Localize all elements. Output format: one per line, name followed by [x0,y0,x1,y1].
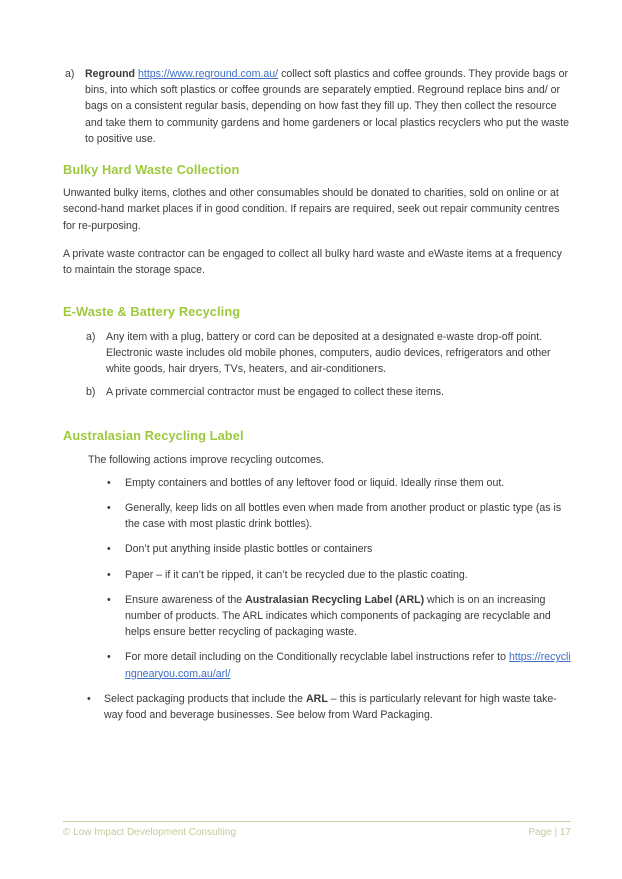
heading-bulky-hard-waste: Bulky Hard Waste Collection [63,162,240,178]
list-item [107,592,571,641]
list-item-text: Don’t put anything inside plastic bottles or containers [125,543,373,556]
list-item-text: collect soft plastics and coffee grounds. They provide bags or bins, into which soft plastics or coffee grounds are separately emptied. Reground replace bins and/ or bags on a consistent regular basis, depending on how fast they fill up. They then collect the resource and take them to community gardens and home gardeners or local plastics recyclers who put the waste to positive use. [85,68,570,145]
arl-intro-text: The following actions improve recycling outcomes. [88,453,325,466]
bullet-icon: • [107,502,111,515]
arl-bullet-list [63,475,571,682]
list-item-text: Generally, keep lids on all bottles even when made from another product or plastic type (as is the case with most plastic drink bottles). [125,502,562,531]
list-marker: a) [86,330,96,343]
list-marker: a) [65,68,75,80]
bullet-icon: • [107,651,111,664]
bulky-paragraph-1: Unwanted bulky items, clothes and other consumables should be donated to charities, sold on online or at second-hand market places if in good condition. If repairs are required, seek out repair community centres for re-purposing. [63,187,560,232]
list-item [107,475,571,491]
arl-bold-term: Australasian Recycling Label (ARL) [245,593,425,606]
list-item [87,691,571,723]
page-footer [63,821,571,838]
list-item-text: Empty containers and bottles of any leftover food or liquid. Ideally rinse them out. [125,476,505,489]
list-item [107,649,571,681]
heading-australasian-recycling-label: Australasian Recycling Label [63,428,244,444]
recyclingnearyou-link[interactable]: https://recyclingnearyou.com.au/arl/ [125,651,571,680]
list-marker: b) [86,386,96,399]
bullet-icon: • [87,692,91,705]
bullet-icon: • [107,543,111,556]
reground-link[interactable]: https://www.reground.com.au/ [137,68,279,80]
list-item-text-before: Select packaging products that include the [104,692,307,705]
reground-list [63,66,571,147]
bullet-icon: • [107,593,111,606]
list-item [86,384,571,400]
heading-ewaste-battery-recycling: E-Waste & Battery Recycling [63,304,241,320]
list-item-text-before: Ensure awareness of the [125,593,246,606]
bullet-icon: • [107,568,111,581]
list-item [107,541,571,557]
footer-page-number: Page | 17 [528,827,571,838]
ewaste-list [63,329,571,401]
list-item [107,567,571,583]
reground-bold-label: Reground [85,68,136,80]
bulky-paragraph-2: A private waste contractor can be engaged to collect all bulky hard waste and eWaste items at a frequency to maintain the storage space. [63,247,562,277]
list-item [86,329,571,378]
page-content [63,66,571,732]
footer-copyright: © Low Impact Development Consulting [63,827,237,838]
list-item [107,500,571,532]
list-item-text-after: which is on an increasing number of products. The ARL indicates which components of packaging are recyclable and helps ensure better recycling of packaging waste. [125,593,551,639]
arl-outer-bullet-list [63,691,571,723]
list-item-text: Any item with a plug, battery or cord can be deposited at a designated e-waste drop-off point. Electronic waste includes old mobile phones, computers, audio devices, refrigerators and other white goods, hair dryers, TVs, heaters, and air-conditioners. [106,330,551,375]
list-item [65,66,571,147]
list-item-text-after: – this is particularly relevant for high waste take-way food and beverage businesses. See below from Ward Packaging. [104,692,557,722]
list-item-text: For more detail including on the Conditionally recyclable label instructions refer to [125,651,509,664]
arl-bold-abbrev: ARL [306,692,328,705]
bullet-icon: • [107,476,111,489]
list-item-text: Paper – if it can’t be ripped, it can’t be recycled due to the plastic coating. [125,568,468,581]
list-item-text: A private commercial contractor must be engaged to collect these items. [106,386,444,399]
